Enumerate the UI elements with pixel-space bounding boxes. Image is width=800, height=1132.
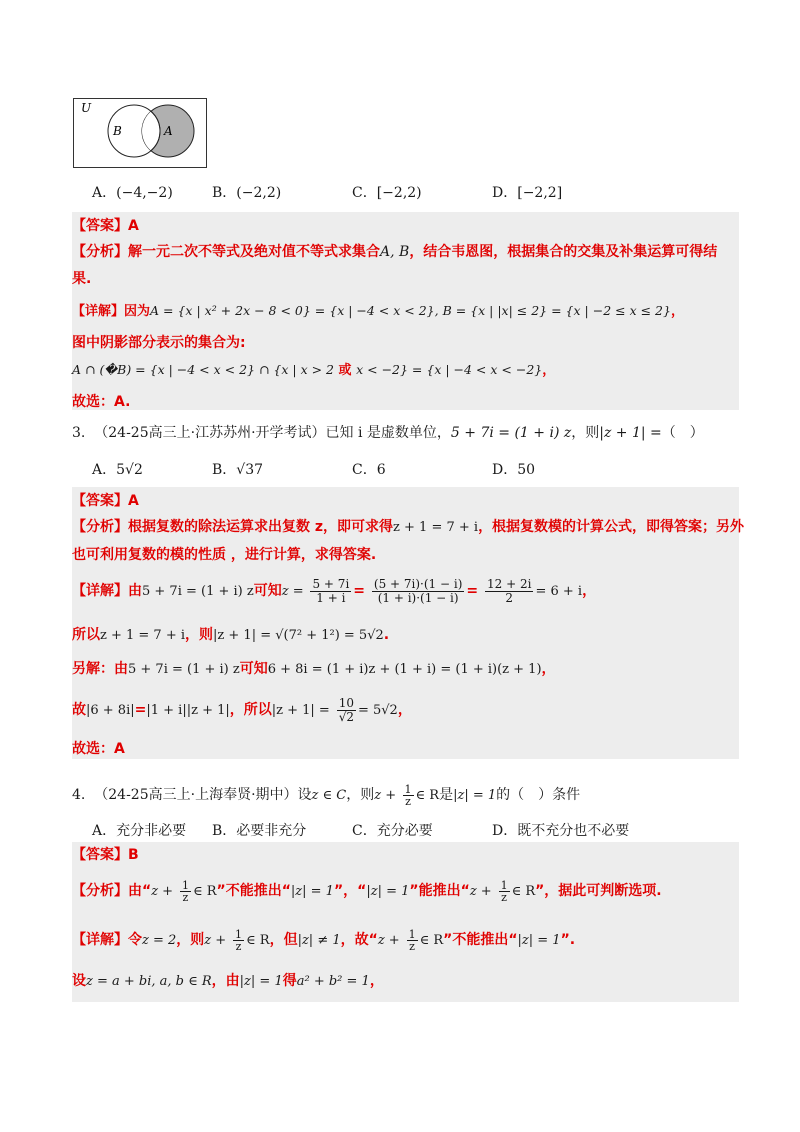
q3-analysis-line1: 【分析】根据复数的除法运算求出复数 z，即可求得z + 1 = 7 + i，根据复数模的计算公式，即得答案；另外 <box>72 519 745 535</box>
label-u: U <box>81 101 92 115</box>
q3-detail-line1: 【详解】由5 + 7i = (1 + i) z可知z = $\frac{5 + 7i}{1 + i}$ = $\frac{(5 + 7i)\cdot(1 - i)}{(1 + i)\cdot(1 - i)}$ = $\frac{12 + 2i}{2}$ = 6 + i， <box>72 576 597 605</box>
q3-detail-line2: 所以z + 1 = 7 + i，则|z + 1| = √(7² + 1²) = 5√2. <box>72 627 390 643</box>
q2-option-b: B．(−2,2) <box>212 185 282 201</box>
q4-option-b: B．必要非充分 <box>212 823 307 839</box>
q4-option-d: D．既不充分也不必要 <box>492 823 630 839</box>
q4-detail-line2: 设z = a + bi, a, b ∈ R，由|z| = 1得a² + b² = 1， <box>72 973 384 989</box>
q2-conclusion: 故选：A. <box>72 394 131 410</box>
q3-option-c: C．6 <box>352 462 386 478</box>
q2-detail-line3: A ∩ (�B) = {x | −4 < x < 2} ∩ {x | x > 2 或 x < −2} = {x | −4 < x < −2}， <box>72 362 556 378</box>
q3-option-b: B．√37 <box>212 462 264 478</box>
q3-conclusion: 故选：A <box>72 741 125 757</box>
q3-answer: 【答案】A <box>72 493 139 509</box>
q4-stem: 4. （24-25高三上·上海奉贤·期中）设z ∈ C，则z + $\frac{1}{z}$ ∈ R是|z| = 1的（ ）条件 <box>72 782 581 808</box>
venn-diagram <box>73 98 207 168</box>
q3-analysis-line2: 也可利用复数的模的性质 ，进行计算，求得答案. <box>72 547 377 563</box>
q2-analysis-line1: 【分析】解一元二次不等式及绝对值不等式求集合A, B，结合韦恩图，根据集合的交集及补集运算可得结 <box>72 244 718 260</box>
q2-option-c: C．[−2,2) <box>352 185 422 201</box>
q3-option-d: D．50 <box>492 462 536 478</box>
q3-stem: 3. （24-25高三上·江苏苏州·开学考试）已知 i 是虚数单位，5 + 7i = (1 + i) z，则|z + 1| =（ ） <box>72 425 704 441</box>
q2-answer: 【答案】A <box>72 218 139 234</box>
label-b: B <box>113 124 122 138</box>
q3-alt-line2: 故|6 + 8i|=|1 + i||z + 1|，所以|z + 1| = $\frac{10}{√2}$ = 5√2， <box>72 695 412 724</box>
q4-analysis: 【分析】由“z + $\frac{1}{z}$ ∈ R”不能推出“|z| = 1”，“|z| = 1”能推出“z + $\frac{1}{z}$ ∈ R”，据此可判断选项. <box>72 878 662 904</box>
q4-option-c: C．充分必要 <box>352 823 433 839</box>
q2-analysis-line2: 果. <box>72 271 92 287</box>
q4-answer: 【答案】B <box>72 847 139 863</box>
q3-alt-line1: 另解：由5 + 7i = (1 + i) z可知6 + 8i = (1 + i)z + (1 + i) = (1 + i)(z + 1)， <box>72 661 556 677</box>
q4-detail-line1: 【详解】令z = 2，则z + $\frac{1}{z}$ ∈ R，但|z| ≠ 1，故“z + $\frac{1}{z}$ ∈ R”不能推出“|z| = 1”. <box>72 927 576 953</box>
q2-detail-line2: 图中阴影部分表示的集合为: <box>72 335 246 351</box>
q2-detail-line1: 【详解】因为A = {x | x² + 2x − 8 < 0} = {x | −4 < x < 2}, B = {x | |x| ≤ 2} = {x | −2 ≤ x ≤ 2}， <box>72 303 684 319</box>
q3-option-a: A．5√2 <box>92 462 143 478</box>
q2-option-a: A．(−4,−2) <box>92 185 173 201</box>
q2-option-d: D．[−2,2] <box>492 185 563 201</box>
q4-option-a: A．充分非必要 <box>92 823 187 839</box>
label-a: A <box>164 124 173 138</box>
